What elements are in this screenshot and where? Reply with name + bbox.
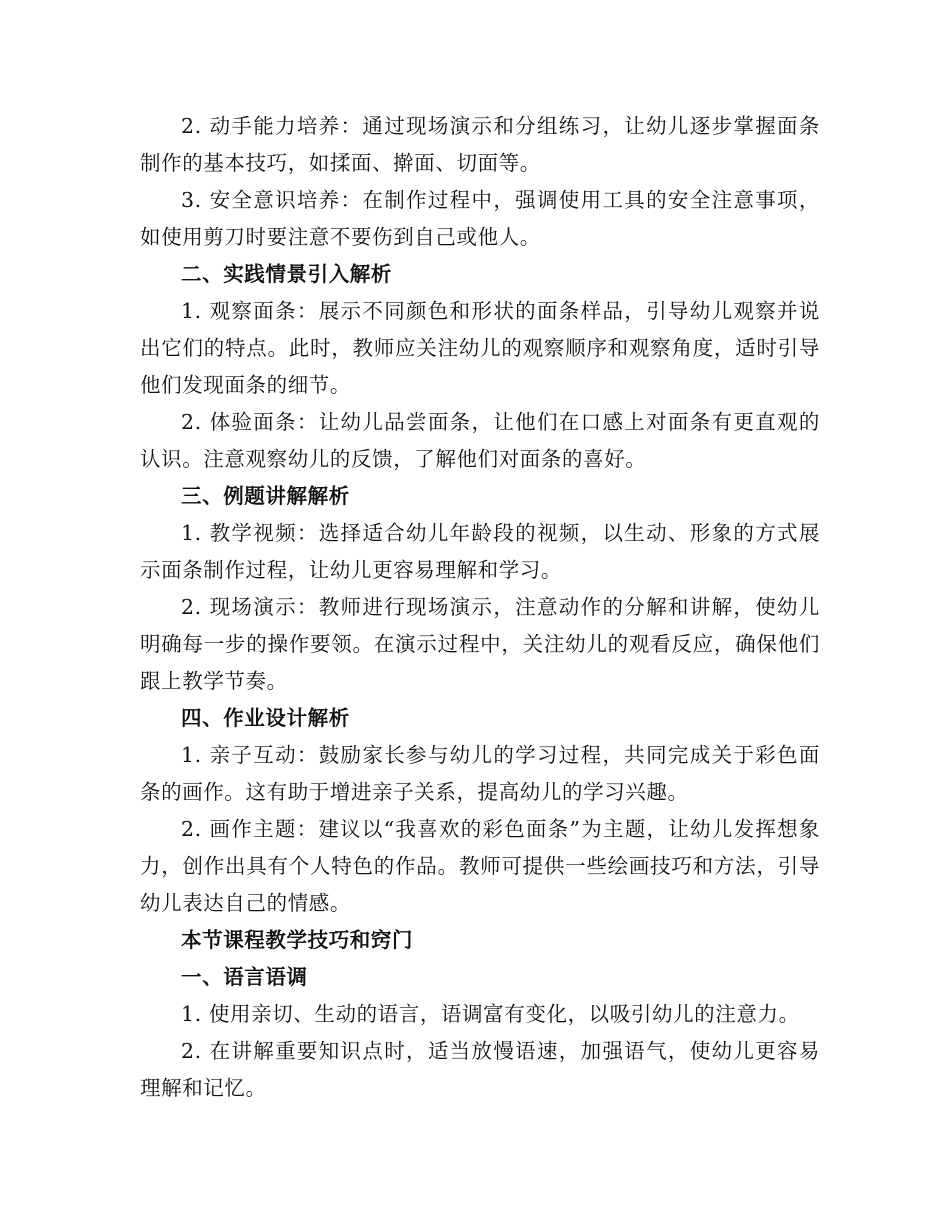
paragraph-observe-noodles: 1. 观察面条：展示不同颜色和形状的面条样品，引导幼儿观察并说出它们的特点。此时，教师应关注幼儿的观察顺序和观察角度，适时引导他们发现面条的细节。 [140,299,820,397]
paragraph-teaching-video: 1. 教学视频：选择适合幼儿年龄段的视频，以生动、形象的方式展示面条制作过程，让幼儿更容易理解和学习。 [140,521,820,582]
paragraph-slow-speech: 2. 在讲解重要知识点时，适当放慢语速，加强语气，使幼儿更容易理解和记忆。 [140,1039,820,1100]
paragraph-skill-training: 2. 动手能力培养：通过现场演示和分组练习，让幼儿逐步掌握面条制作的基本技巧，如揉面、擀面、切面等。 [140,114,820,175]
paragraph-live-demo: 2. 现场演示：教师进行现场演示，注意动作的分解和讲解，使幼儿明确每一步的操作要领。在演示过程中，关注幼儿的观看反应，确保他们跟上教学节奏。 [140,595,820,693]
document-body [140,108,820,1107]
paragraph-safety-awareness: 3. 安全意识培养：在制作过程中，强调使用工具的安全注意事项，如使用剪刀时要注意不要伤到自己或他人。 [140,188,820,249]
paragraph-drawing-theme: 2. 画作主题：建议以“我喜欢的彩色面条”为主题，让幼儿发挥想象力，创作出具有个人特色的作品。教师可提供一些绘画技巧和方法，引导幼儿表达自己的情感。 [140,817,820,915]
heading-language-tone: 一、语言语调 [181,965,308,989]
paragraph-parent-child: 1. 亲子互动：鼓励家长参与幼儿的学习过程，共同完成关于彩色面条的画作。这有助于增进亲子关系，提高幼儿的学习兴趣。 [140,743,820,804]
paragraph-friendly-language: 1. 使用亲切、生动的语言，语调富有变化，以吸引幼儿的注意力。 [181,1002,800,1026]
heading-homework-design: 四、作业设计解析 [181,706,350,730]
heading-practice-scenario: 二、实践情景引入解析 [181,262,392,286]
paragraph-experience-noodles: 2. 体验面条：让幼儿品尝面条，让他们在口感上对面条有更直观的认识。注意观察幼儿的反馈，了解他们对面条的喜好。 [140,410,820,471]
heading-example-explanation: 三、例题讲解解析 [181,484,350,508]
heading-teaching-tips: 本节课程教学技巧和窍门 [181,928,414,952]
